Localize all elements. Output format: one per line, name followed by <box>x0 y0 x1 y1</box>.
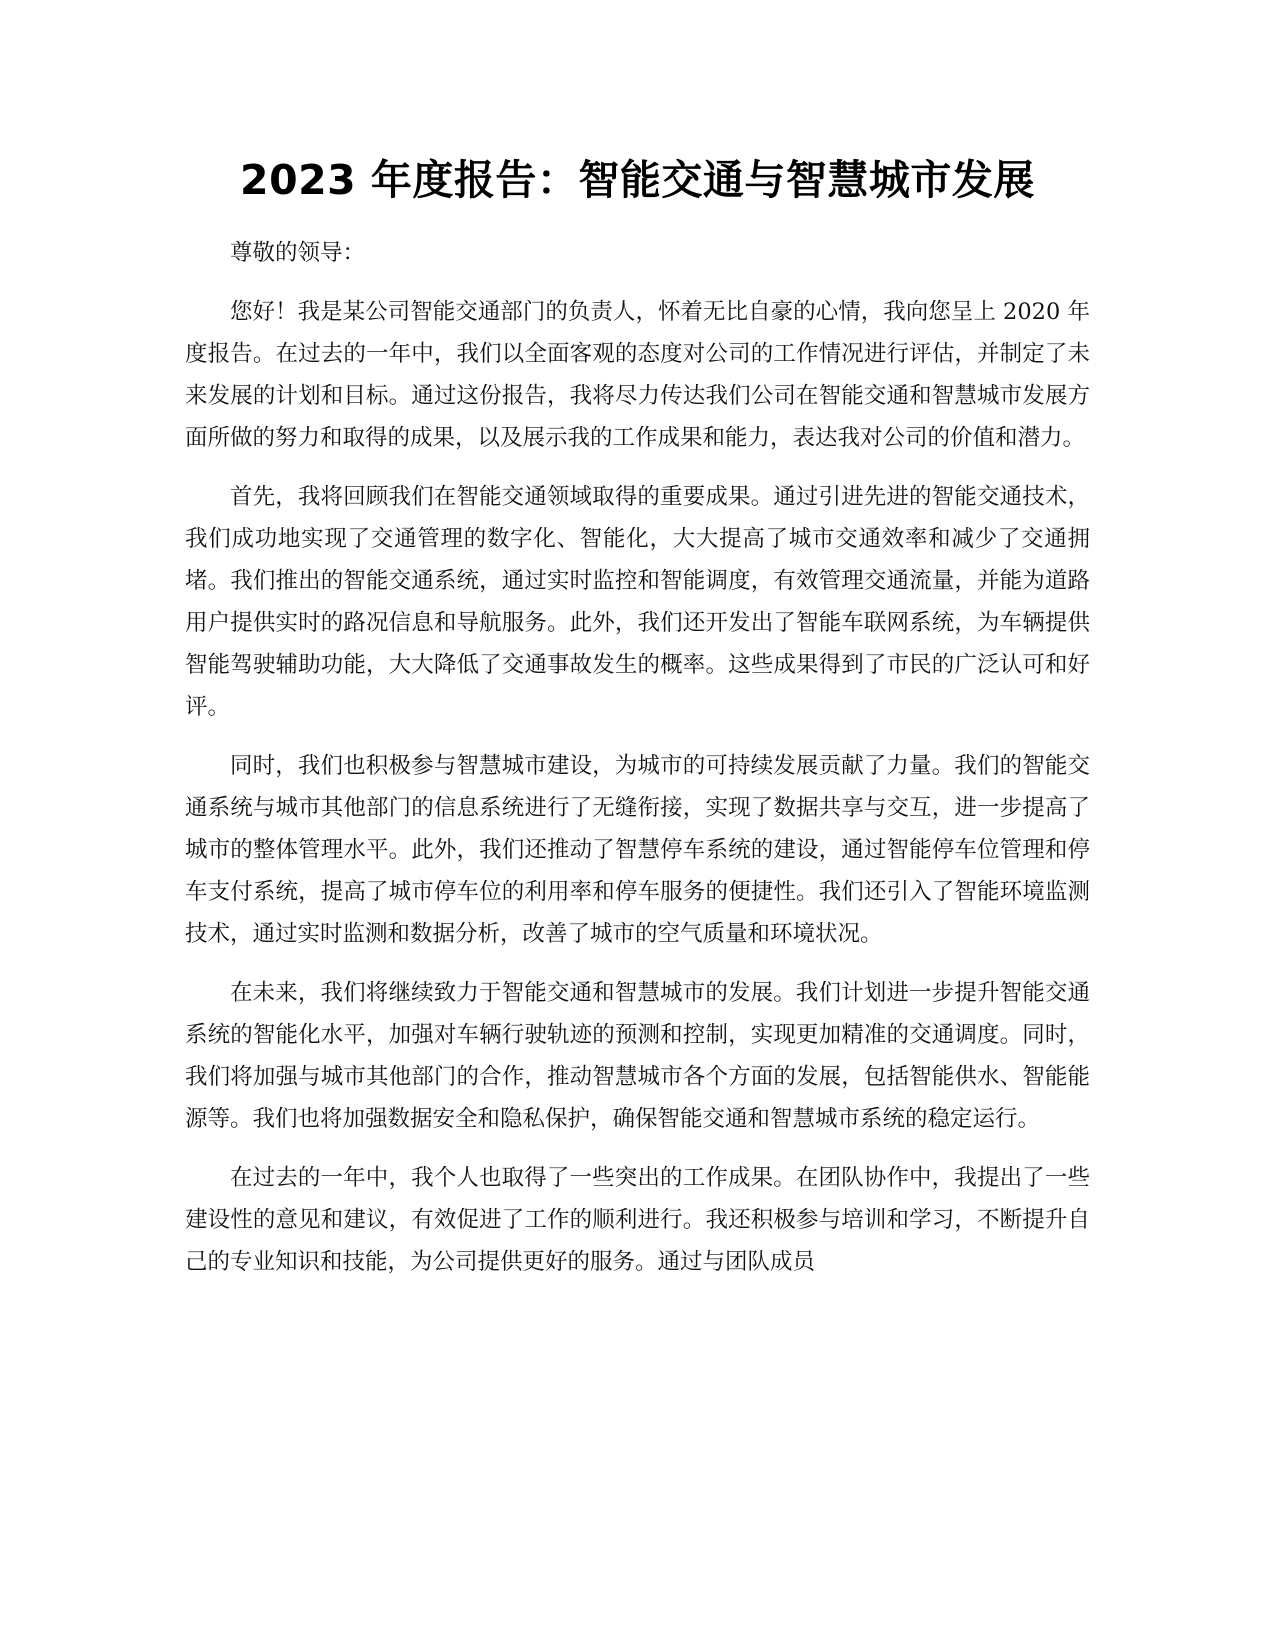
paragraph-traffic-achievements: 首先，我将回顾我们在智能交通领域取得的重要成果。通过引进先进的智能交通技术，我们成功地实现了交通管理的数字化、智能化，大大提高了城市交通效率和减少了交通拥堵。我们推出的智能交通系统，通过实时监控和智能调度，有效管理交通流量，并能为道路用户提供实时的路况信息和导航服务。此外，我们还开发出了智能车联网系统，为车辆提供智能驾驶辅助功能，大大降低了交通事故发生的概率。这些成果得到了市民的广泛认可和好评。 <box>185 484 1090 720</box>
paragraph-personal-achievements: 在过去的一年中，我个人也取得了一些突出的工作成果。在团队协作中，我提出了一些建设性的意见和建议，有效促进了工作的顺利进行。我还积极参与培训和学习，不断提升自己的专业知识和技能，为公司提供更好的服务。通过与团队成员 <box>185 1165 1090 1275</box>
paragraph-greeting: 您好！我是某公司智能交通部门的负责人，怀着无比自豪的心情，我向您呈上 2020 年度报告。在过去的一年中，我们以全面客观的态度对公司的工作情况进行评估，并制定了未来发展的计划和目标。通过这份报告，我将尽力传达我们公司在智能交通和智慧城市发展方面所做的努力和取得的成果，以及展示我的工作成果和能力，表达我对公司的价值和潜力。 <box>185 299 1090 451</box>
paragraph-future-plans: 在未来，我们将继续致力于智能交通和智慧城市的发展。我们计划进一步提升智能交通系统的智能化水平，加强对车辆行驶轨迹的预测和控制，实现更加精准的交通调度。同时，我们将加强与城市其他部门的合作，推动智慧城市各个方面的发展，包括智能供水、智能能源等。我们也将加强数据安全和隐私保护，确保智能交通和智慧城市系统的稳定运行。 <box>185 980 1090 1132</box>
salutation: 尊敬的领导： <box>230 240 366 266</box>
paragraph-smart-city: 同时，我们也积极参与智慧城市建设，为城市的可持续发展贡献了力量。我们的智能交通系统与城市其他部门的信息系统进行了无缝衔接，实现了数据共享与交互，进一步提高了城市的整体管理水平。此外，我们还推动了智慧停车系统的建设，通过智能停车位管理和停车支付系统，提高了城市停车位的利用率和停车服务的便捷性。我们还引入了智能环境监测技术，通过实时监测和数据分析，改善了城市的空气质量和环境状况。 <box>185 753 1090 947</box>
document-page <box>185 150 1090 1300</box>
document-title: 2023 年度报告：智能交通与智慧城市发展 <box>240 156 1035 204</box>
